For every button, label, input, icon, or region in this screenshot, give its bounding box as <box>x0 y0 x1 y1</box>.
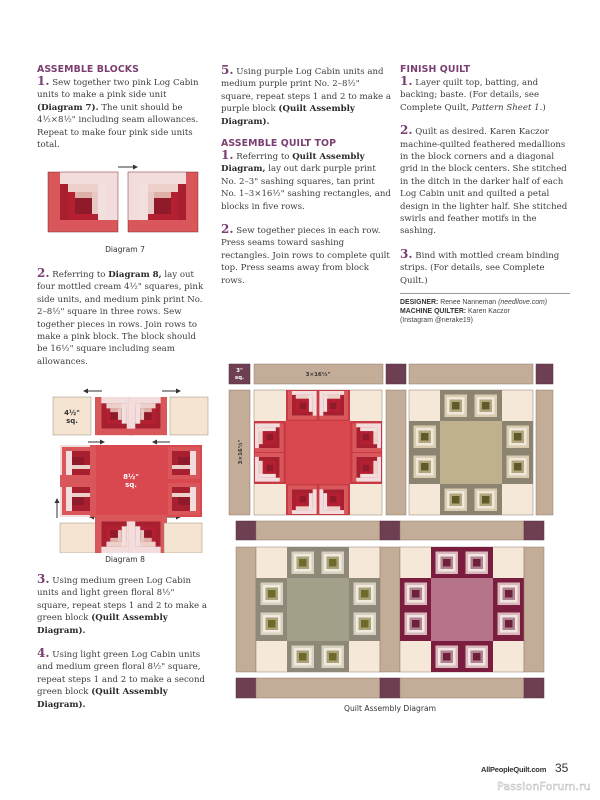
quilt-assembly-caption: Quilt Assembly Diagram <box>343 704 437 713</box>
svg-text:sq.: sq. <box>66 417 78 425</box>
step-number: 1. <box>221 148 234 163</box>
heading-assemble-blocks: ASSEMBLE BLOCKS <box>37 64 140 75</box>
svg-text:sq.: sq. <box>234 375 245 381</box>
step-number: 2. <box>221 222 234 237</box>
heading-assemble-quilt-top: ASSEMBLE QUILT TOP <box>221 138 337 150</box>
finish-step-2: 2. Quilt as desired. Karen Kaczor machine-quilted feathered medallions in the block corners and a diagonal grid in the block centers. She stitched in the ditch in the darker half of each Log Cabin unit and quilted a petal design in the lighter half. She stitched swirls and feather motifs in the sashing. <box>400 123 568 237</box>
medium-green-block <box>409 390 533 515</box>
step-number: 3. <box>37 572 50 586</box>
right-column <box>400 64 570 325</box>
left-column-step-2 <box>37 267 207 378</box>
page-number: 35 <box>555 761 569 775</box>
purple-block <box>400 547 524 672</box>
middle-column <box>221 64 391 297</box>
step-number: 3. <box>400 246 413 261</box>
step-number: 4. <box>37 646 50 661</box>
light-green-block <box>256 547 380 672</box>
step-number: 2. <box>400 123 413 138</box>
assemble-blocks-step-1: 1. Sew together two pink Log Cabin units to make a pink side unit (Diagram 7). The unit should be 4½×8½" including seam allowances. Repeat to make four pink side units total. <box>37 74 199 151</box>
quilt-assembly-diagram <box>225 362 555 702</box>
quilt-top-step-2: 2. Sew together pieces in each row. Press seams toward sashing rectangles. Join rows to complete quilt top. Press seams away from block rows. <box>221 222 390 286</box>
sashing-rect-vertical-label: 3×16½" <box>238 439 244 465</box>
left-column-steps-3-4 <box>37 573 207 721</box>
assemble-blocks-step-5: 5. Using purple Log Cabin units and medium purple print No. 2–8½" square, repeat steps 1 and 2 to make a purple block (Quilt Assembly Diagram). <box>221 63 391 127</box>
step-number: 1. <box>400 74 413 88</box>
quilt-top-step-1: 1. Referring to Quilt Assembly Diagram, lay out dark purple print No. 2–3" sashing squares, tan print No. 1–3×16½" sashing rectangles, and blocks in five rows. <box>221 148 391 212</box>
watermark: PassionForum.ru <box>497 780 591 793</box>
diagram-7-caption: Diagram 7 <box>105 245 145 254</box>
diagram-8 <box>40 383 210 553</box>
assemble-blocks-step-2: 2. Referring to Diagram 8, lay out four mottled cream 4½" squares, pink side units, and medium pink print No. 2–8½" square in three rows. Sew together pieces in rows. Join rows to make a pink block. The block should be 16½" square including seam allowances. <box>37 266 204 367</box>
finish-step-1: 1. Layer quilt top, batting, and backing; baste. (For details, see Complete Quilt, Pattern Sheet 1.) <box>400 74 546 113</box>
center-label: 8½" <box>123 473 139 481</box>
sashing-rect-label: 3×16½" <box>305 372 331 378</box>
svg-text:sq.: sq. <box>125 481 137 489</box>
pink-block <box>254 390 382 515</box>
left-column <box>37 64 207 161</box>
credits-divider <box>400 293 570 294</box>
step-number: 1. <box>37 74 50 88</box>
credits: DESIGNER: Renee Nanneman (needllove.com) MACHINE QUILTER: Karen Kaczor (Instagram @nerake19) <box>400 299 548 325</box>
assemble-blocks-step-3: 3. Using medium green Log Cabin units and light green floral 8½" square, repeat steps 1 and 2 to make a green block (Quilt Assembly Diagram). <box>37 572 207 636</box>
footer-site: AllPeopleQuilt.com <box>481 765 547 774</box>
diagram-7 <box>45 162 205 237</box>
finish-step-3: 3. Bind with mottled cream binding strips. (For details, see Complete Quilt.) <box>400 246 560 286</box>
sashing-square-label: 3" <box>236 368 243 374</box>
heading-finish-quilt: FINISH QUILT <box>400 64 471 75</box>
step-number: 5. <box>221 63 234 77</box>
assemble-blocks-step-4: 4. Using light green Log Cabin units and medium green floral 8½" square, repeat steps 1 and 2 to make a second green block (Quilt Assembly Diagram). <box>37 646 206 710</box>
svg-text:4½": 4½" <box>64 409 80 417</box>
step-number: 2. <box>37 266 50 280</box>
diagram-8-caption: Diagram 8 <box>105 555 145 564</box>
